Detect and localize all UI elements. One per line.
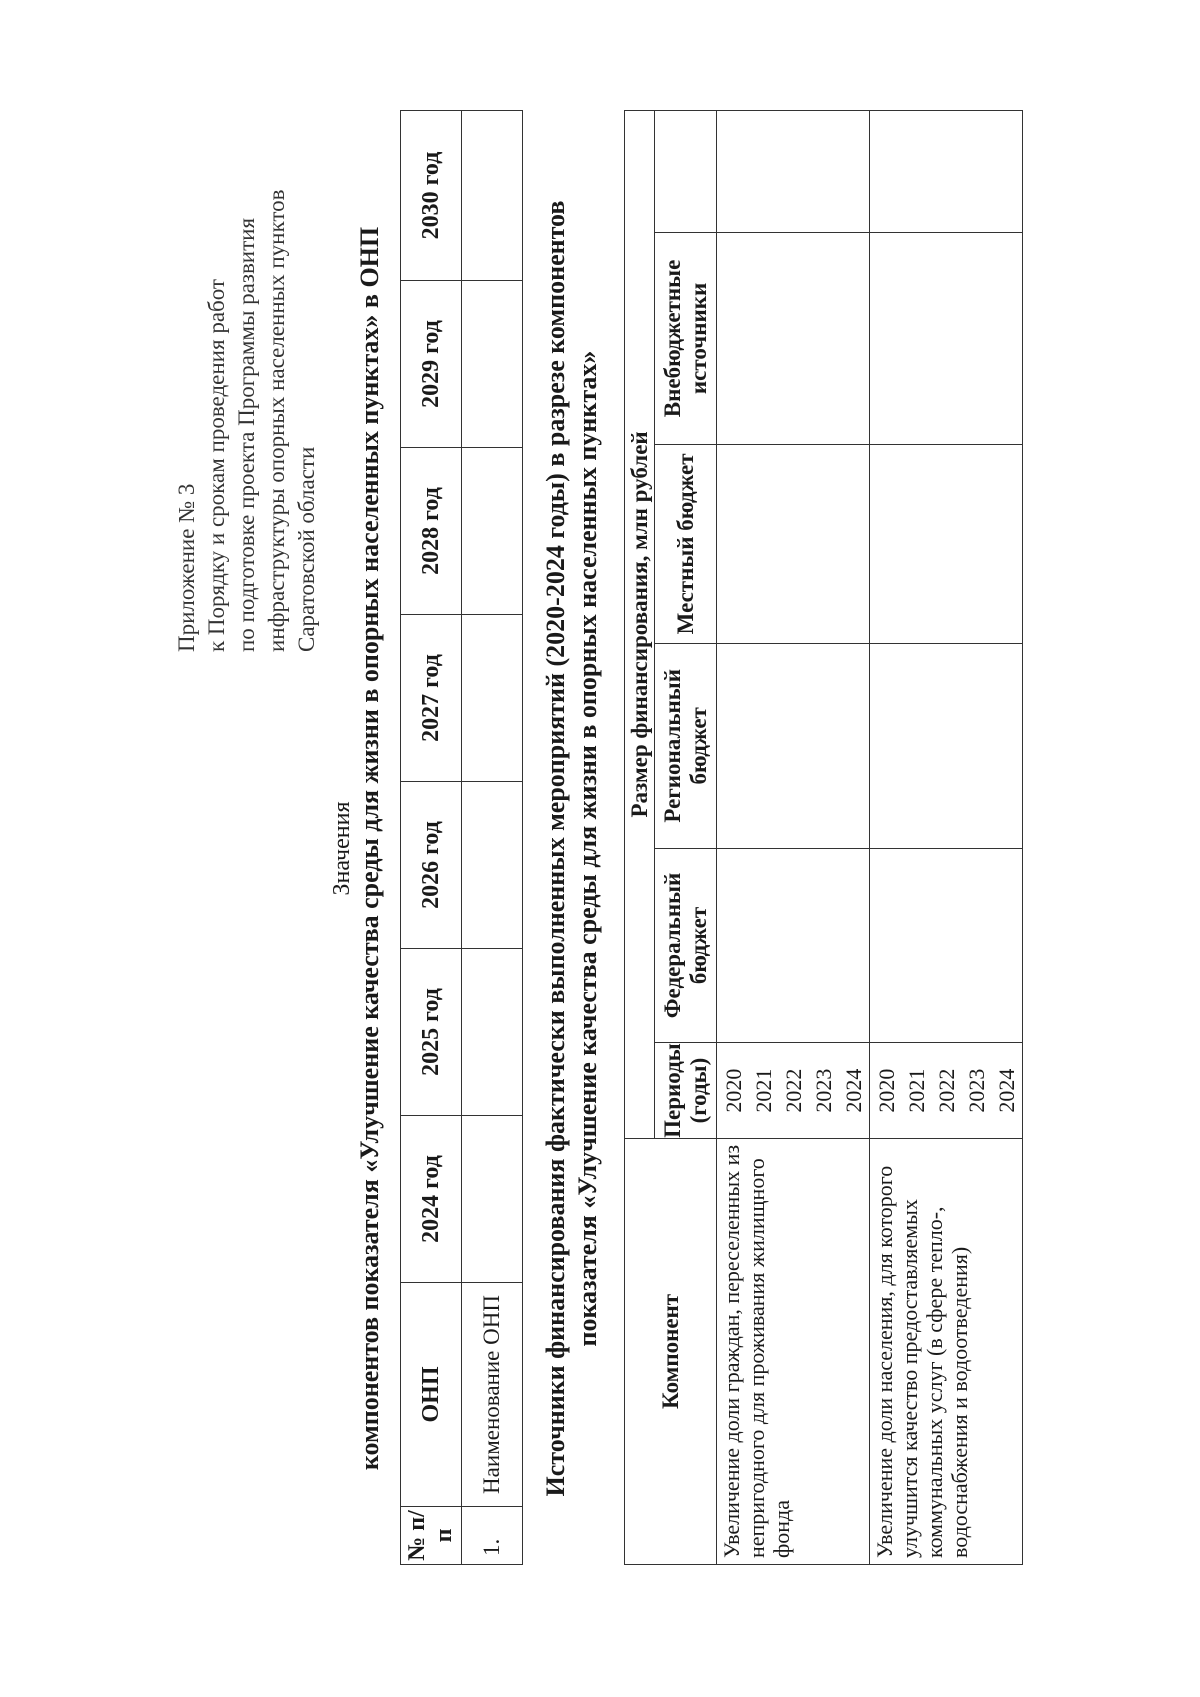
table-row <box>462 111 523 1565</box>
section1-subtitle: компонентов показателя «Улучшение качества среды для жизни в опорных населенных пунктах» в ОНП <box>355 226 384 1471</box>
table-row <box>870 111 1023 1565</box>
years-cell <box>870 1043 1023 1139</box>
header-local: Местный бюджет <box>655 444 717 643</box>
value-cell <box>870 444 1023 643</box>
value-cell <box>462 782 523 949</box>
value-cell <box>462 448 523 615</box>
header-year: 2028 год <box>401 448 462 615</box>
header-year: 2025 год <box>401 949 462 1116</box>
header-periods: Периоды (годы) <box>655 1043 717 1139</box>
header-component: Компонент <box>625 1138 717 1564</box>
header-onp: ОНП <box>401 1283 462 1507</box>
value-cell <box>870 233 1023 445</box>
appendix-line: Саратовской области <box>294 446 319 652</box>
value-cell <box>717 848 870 1043</box>
year-value: 2020 <box>721 1068 746 1113</box>
header-year: 2027 год <box>401 615 462 782</box>
row-onp-name: Наименование ОНП <box>462 1283 523 1507</box>
year-value: 2020 <box>874 1068 899 1113</box>
appendix-line: к Порядку и срокам проведения работ <box>204 279 229 652</box>
funding-sources-table <box>624 110 1023 1565</box>
appendix-line: по подготовке проекта Программы развития <box>234 217 259 652</box>
component-cell: Увеличение доли граждан, переселенных из непригодного для проживания жилищного фонда <box>717 1138 870 1564</box>
year-value: 2022 <box>781 1068 806 1113</box>
years-cell <box>717 1043 870 1139</box>
value-cell <box>717 233 870 445</box>
value-cell <box>870 111 1023 233</box>
value-cell <box>462 949 523 1116</box>
header-year: 2029 год <box>401 281 462 448</box>
value-cell <box>462 281 523 448</box>
value-cell <box>870 848 1023 1043</box>
header-regional: Региональный бюджет <box>655 644 717 849</box>
year-value: 2023 <box>811 1068 836 1113</box>
component-cell: Увеличение доли населения, для которого улучшится качество предоставляемых коммунальных услуг (в сфере тепло-, водоснабжения и водоотведения) <box>870 1138 1023 1564</box>
section1-title: Значения <box>329 801 355 896</box>
value-cell <box>717 111 870 233</box>
section2-title: Источники финансирования фактически выполненных мероприятий (2020-2024 годы) в разрезе компонентов <box>541 200 570 1497</box>
section2-subtitle: показателя «Улучшение качества среды для жизни в опорных населенных пунктах» <box>573 350 602 1347</box>
row-num: 1. <box>462 1507 523 1565</box>
header-federal: Федеральный бюджет <box>655 848 717 1043</box>
header-year: 2030 год <box>401 111 462 281</box>
year-value: 2021 <box>904 1068 929 1113</box>
appendix-line: инфраструктуры опорных населенных пунктов <box>264 189 289 652</box>
header-year: 2026 год <box>401 782 462 949</box>
header-year: 2024 год <box>401 1116 462 1283</box>
year-value: 2021 <box>751 1068 776 1113</box>
value-cell <box>717 444 870 643</box>
value-cell <box>462 615 523 782</box>
value-cell <box>462 111 523 281</box>
year-value: 2023 <box>964 1068 989 1113</box>
year-value: 2022 <box>934 1068 959 1113</box>
header-num: № п/п <box>401 1507 462 1565</box>
table-row <box>717 111 870 1565</box>
header-blank <box>655 111 717 233</box>
header-extra: Внебюджетные источники <box>655 233 717 445</box>
value-cell <box>462 1116 523 1283</box>
value-cell <box>870 644 1023 849</box>
indicator-values-table <box>400 110 523 1565</box>
year-value: 2024 <box>994 1068 1019 1113</box>
value-cell <box>717 644 870 849</box>
year-value: 2024 <box>841 1068 866 1113</box>
appendix-line: Приложение № 3 <box>174 483 199 652</box>
header-funding-group: Размер финансирования, млн рублей <box>625 111 655 1139</box>
appendix-block <box>172 92 322 652</box>
